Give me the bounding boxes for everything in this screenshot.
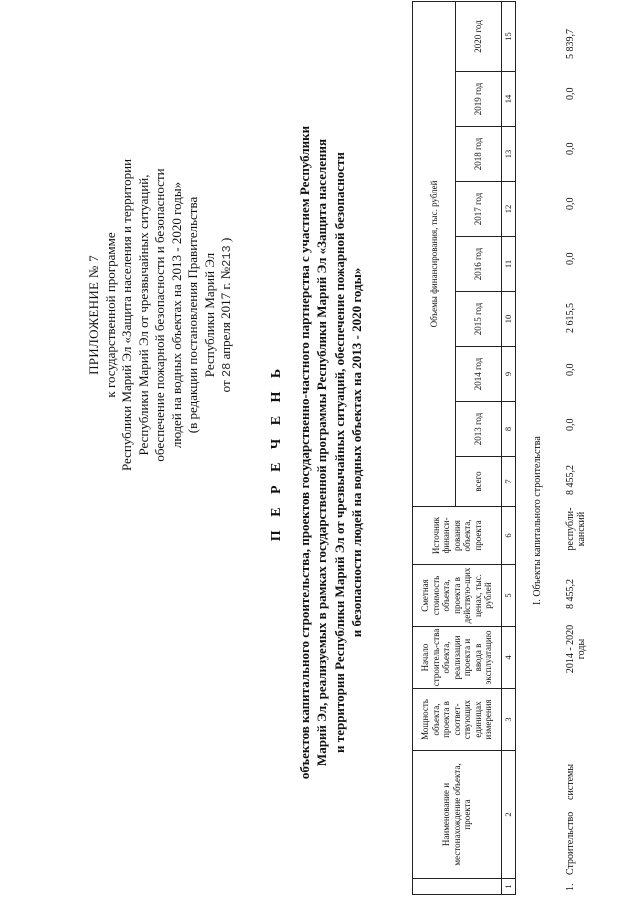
header-name: Наименование и местонахождение объекта, проекта (413, 751, 502, 879)
header-year: 2019 год (456, 72, 502, 127)
appendix-line: к государственной программе (102, 232, 118, 398)
column-number: 8 (502, 402, 516, 457)
column-number: 10 (502, 292, 516, 347)
column-number: 9 (502, 347, 516, 402)
row1-name-a: Строительство (565, 811, 576, 875)
section-title: I. Объекты капитального строительства (532, 436, 543, 605)
column-number: 12 (502, 182, 516, 237)
header-funding-group: Объемы финансирования, тыс. рублей (413, 1, 456, 506)
header-start: Начало строитель-ства объекта, реализации проекта и ввода в эксплуатацию (413, 627, 502, 689)
row1-total: 8 455,2 (565, 465, 576, 495)
header-source: Источник финанси-рования объекта, проекта (413, 507, 502, 565)
row1-value: 0,0 (565, 252, 576, 265)
header-capacity: Мощность объекта, проекта в соответ-ствующих единицах измерения (413, 689, 502, 751)
header-year: 2013 год (456, 402, 502, 457)
header-year: 2017 год (456, 182, 502, 237)
column-number: 11 (502, 237, 516, 292)
header-year: 2016 год (456, 237, 502, 292)
column-number: 14 (502, 72, 516, 127)
column-number: 15 (502, 1, 516, 71)
heading-line: и безопасности людей на водных объектах на 2013 - 2020 годы» (349, 267, 364, 638)
appendix-date (218, 75, 236, 555)
date-month-year: апреля 2017 г. № (218, 266, 233, 360)
column-number: 1 (502, 879, 516, 895)
appendix-block (86, 75, 236, 555)
date-prefix: от (218, 380, 233, 393)
row1-value: 0,0 (565, 363, 576, 376)
header-year: 2020 год (456, 1, 502, 71)
document-heading (268, 30, 366, 875)
column-number: 6 (502, 507, 516, 565)
objects-table (412, 1, 516, 895)
row1-value: 0,0 (565, 142, 576, 155)
column-number-row (502, 1, 516, 894)
column-number: 13 (502, 127, 516, 182)
header-year: 2014 год (456, 347, 502, 402)
date-day: 28 (220, 362, 234, 378)
appendix-line: обеспечение пожарной безопасности и безопасности (152, 168, 167, 462)
header-year: 2015 год (456, 292, 502, 347)
column-number: 3 (502, 689, 516, 751)
column-number: 7 (502, 457, 516, 507)
header-total: всего (456, 457, 502, 507)
date-suffix: ) (218, 237, 233, 242)
appendix-line: (в редакции постановления Правительства (185, 196, 200, 434)
row1-cost: 8 455,2 (565, 579, 576, 609)
appendix-line: людей на водных объектах на 2013 - 2020 годы» (168, 181, 184, 449)
row1-num: 1. (565, 883, 576, 891)
appendix-line: Республики Марий Эл (201, 252, 217, 378)
row1-value: 2 615,5 (565, 303, 576, 333)
heading-line: Марий Эл, реализуемых в рамках государственной программы Республики Марий Эл «Защита населения (314, 138, 329, 767)
heading-line: и территории Республики Марий Эл от чрезвычайных ситуаций, обеспечение пожарной безопасности (331, 152, 347, 753)
appendix-line: Республики Марий Эл «Защита населения и территории (119, 158, 134, 472)
heading-line: объектов капитального строительства, проектов государственно-частного партнерства с участием Республики (296, 125, 312, 780)
row1-value: 0,0 (565, 87, 576, 100)
row1-name-b: системы (565, 763, 576, 800)
date-number: 213 (220, 245, 234, 267)
appendix-title: ПРИЛОЖЕНИЕ № 7 (86, 255, 101, 375)
header-cost: Сметная стоимость объекта, проекта в действую-щих ценах, тыс. рублей (413, 565, 502, 627)
row1-value: 5 839,7 (565, 29, 576, 59)
column-number: 5 (502, 565, 516, 627)
column-number: 2 (502, 751, 516, 879)
appendix-line: Республики Марий Эл от чрезвычайных ситуаций, (135, 174, 151, 456)
row1-value: 0,0 (565, 197, 576, 210)
header-year: 2018 год (456, 127, 502, 182)
heading-title: П Е Р Е Ч Е Н Ь (269, 363, 284, 542)
column-number: 4 (502, 627, 516, 689)
row1-value: 0,0 (565, 418, 576, 431)
header-num (413, 879, 502, 895)
row1-source: республи-канский (565, 507, 587, 551)
row1-period: 2014 - 2020 годы (565, 624, 587, 674)
